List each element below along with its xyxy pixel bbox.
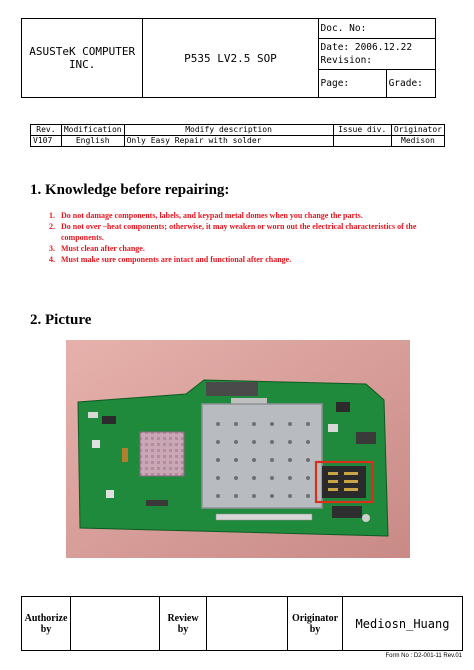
component [122, 448, 128, 462]
component [336, 402, 350, 412]
top-connector [206, 382, 258, 396]
col-modification: Modification [61, 125, 124, 136]
component [332, 506, 362, 518]
authorize-signature [71, 597, 160, 651]
section-title-picture: 2. Picture [30, 312, 92, 328]
date-revision-cell [318, 39, 435, 70]
originator-label: Originator by [288, 597, 343, 651]
authorize-label: Authorize by [22, 597, 71, 651]
grade-label: Grade: [386, 69, 435, 97]
col-originator: Originator [391, 125, 444, 136]
metal-shield [202, 404, 322, 508]
component [146, 500, 168, 506]
patterned-chip [140, 432, 184, 476]
cell-description: Only Easy Repair with solder [124, 136, 333, 147]
doc-title: P535 LV2.5 SOP [143, 19, 318, 98]
revision-label: Revision: [320, 54, 373, 66]
revision-header-row [31, 125, 445, 136]
pcb-illustration [66, 340, 410, 558]
component [356, 432, 376, 444]
component [362, 514, 370, 522]
originator-name: Mediosn_Huang [343, 597, 463, 651]
list-item: 2. Do not over –heat components; otherwise, it may weaken or worn out the electrical characteristics of the components. [57, 221, 457, 243]
col-modify-description: Modify description [124, 125, 333, 136]
table-row [31, 136, 445, 147]
company-name: ASUSTeK COMPUTER INC. [22, 19, 143, 98]
signoff-table [21, 596, 463, 651]
bottom-connector [216, 514, 312, 520]
list-item: 3. Must clean after change. [57, 243, 457, 254]
component [328, 424, 338, 432]
component [92, 440, 100, 448]
list-item: 4. Must make sure components are intact and functional after change. [57, 254, 457, 265]
cell-issue-div [333, 136, 391, 147]
component [88, 412, 98, 418]
component [106, 490, 114, 498]
list-item: 1. Do not damage components, labels, and keypad metal domes when you change the parts. [57, 210, 457, 221]
revision-table [30, 124, 445, 147]
header-table [21, 18, 436, 98]
col-rev: Rev. [31, 125, 62, 136]
section-title-knowledge: 1. Knowledge before repairing: [30, 182, 230, 198]
col-issue-div: Issue div. [333, 125, 391, 136]
review-signature [207, 597, 288, 651]
page-label: Page: [318, 69, 386, 97]
pcb-photo [66, 340, 410, 558]
date-label: Date: 2006.12.22 [320, 41, 413, 53]
cell-originator: Medison [391, 136, 444, 147]
cell-rev: V107 [31, 136, 62, 147]
doc-no-label: Doc. No: [318, 19, 435, 39]
form-number: Form No : D2-001-11 Rev.01 [385, 653, 462, 659]
cell-modification: English [61, 136, 124, 147]
component [102, 416, 116, 424]
warning-list [30, 210, 457, 265]
review-label: Review by [160, 597, 207, 651]
